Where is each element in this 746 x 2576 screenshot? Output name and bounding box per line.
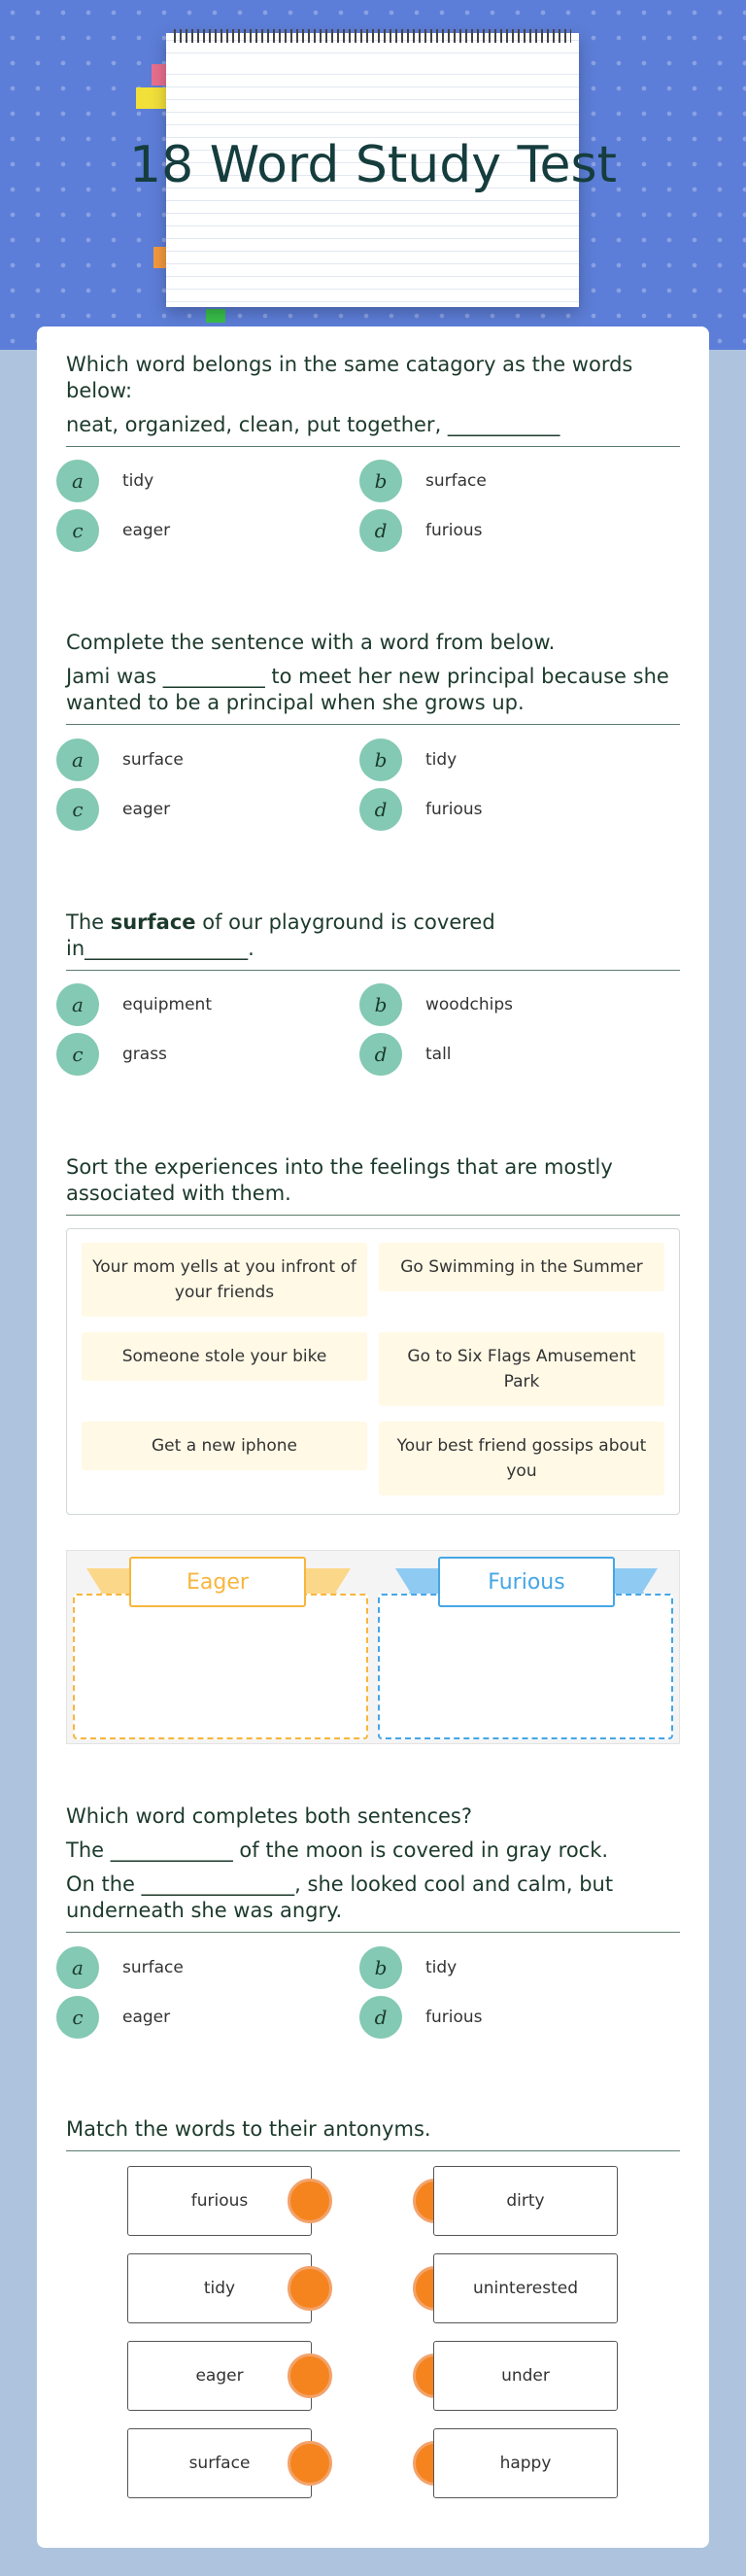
option-text: equipment	[122, 995, 212, 1014]
sort-items-box	[66, 1228, 680, 1515]
question-5-prompt: Which word completes both sentences?	[66, 1804, 473, 1828]
question-3-prompt	[66, 910, 532, 962]
sort-item[interactable]: Someone stole your bike	[82, 1332, 367, 1381]
question-5-line-2: On the _______________, she looked cool and calm, but underneath she was angry.	[66, 1872, 614, 1922]
option-b[interactable]	[359, 738, 457, 782]
match-left-connector[interactable]	[288, 2179, 332, 2223]
match-right-card[interactable]: under	[433, 2341, 618, 2411]
option-letter: a	[56, 983, 99, 1026]
option-a[interactable]	[56, 1945, 184, 1990]
match-left-connector[interactable]	[288, 2266, 332, 2311]
option-letter: b	[359, 1946, 402, 1989]
sort-item[interactable]: Your best friend gossips about you	[379, 1422, 664, 1495]
question-4-prompt: Sort the experiences into the feelings that are mostly associated with them.	[66, 1155, 613, 1205]
question-2-prompt: Complete the sentence with a word from below.	[66, 631, 556, 654]
question-1-prompt: Which word belongs in the same catagory as the words below:	[66, 353, 633, 402]
option-letter: b	[359, 983, 402, 1026]
option-text: furious	[425, 2008, 483, 2027]
option-a[interactable]	[56, 738, 184, 782]
sort-item[interactable]: Go to Six Flags Amusement Park	[379, 1332, 664, 1406]
sort-item[interactable]: Get a new iphone	[82, 1422, 367, 1470]
option-letter: d	[359, 509, 402, 552]
option-a[interactable]	[56, 459, 153, 503]
option-c[interactable]	[56, 508, 170, 553]
question-5-line-1: The ____________ of the moon is covered in gray rock.	[66, 1838, 609, 1862]
match-left-connector[interactable]	[288, 2353, 332, 2398]
sort-item[interactable]: Your mom yells at you infront of your friends	[82, 1243, 367, 1317]
option-b[interactable]	[359, 982, 513, 1027]
question-4	[66, 1154, 680, 1216]
option-c[interactable]	[56, 787, 170, 832]
option-letter: d	[359, 1033, 402, 1076]
option-letter: b	[359, 460, 402, 502]
option-text: eager	[122, 800, 171, 819]
notebook-spiral	[174, 29, 571, 43]
match-right-card[interactable]: uninterested	[433, 2253, 618, 2323]
keyword: surface	[110, 910, 196, 934]
option-letter: d	[359, 1996, 402, 2039]
option-letter: a	[56, 460, 99, 502]
option-letter: c	[56, 509, 99, 552]
option-d[interactable]	[359, 508, 483, 553]
ribbon-green	[206, 309, 225, 323]
prompt-prefix: The	[66, 910, 111, 934]
divider	[66, 724, 680, 725]
option-letter: d	[359, 788, 402, 831]
option-text: tidy	[425, 1958, 458, 1977]
option-a[interactable]	[56, 982, 212, 1027]
match-right-card[interactable]: happy	[433, 2428, 618, 2498]
option-text: grass	[122, 1045, 167, 1064]
question-3	[66, 910, 532, 970]
question-6-prompt: Match the words to their antonyms.	[66, 2117, 431, 2141]
divider	[66, 970, 680, 971]
divider	[66, 2150, 680, 2151]
sort-bins	[66, 1550, 680, 1744]
match-left-card[interactable]: surface	[127, 2428, 312, 2498]
divider	[66, 1215, 680, 1216]
option-d[interactable]	[359, 1032, 452, 1077]
worksheet-card	[37, 326, 709, 2548]
option-c[interactable]	[56, 1995, 170, 2040]
question-5	[66, 1803, 680, 1933]
option-text: eager	[122, 2008, 171, 2027]
prompt-suffix: of our playground is covered in________________.	[66, 910, 495, 960]
option-letter: c	[56, 1996, 99, 2039]
option-b[interactable]	[359, 1945, 457, 1990]
option-letter: c	[56, 788, 99, 831]
option-text: tall	[425, 1045, 452, 1064]
question-3-rule	[66, 966, 680, 971]
question-1	[66, 352, 680, 447]
page-title: 18 Word Study Test	[129, 136, 617, 194]
option-b[interactable]	[359, 459, 487, 503]
option-text: woodchips	[425, 995, 513, 1014]
option-text: surface	[425, 471, 487, 491]
header-banner	[0, 0, 746, 350]
option-letter: a	[56, 1946, 99, 1989]
divider	[66, 1932, 680, 1933]
furious-drop-zone[interactable]	[378, 1594, 673, 1739]
match-left-card[interactable]: eager	[127, 2341, 312, 2411]
option-d[interactable]	[359, 787, 483, 832]
option-text: tidy	[122, 471, 154, 491]
divider	[66, 446, 680, 447]
question-1-line: neat, organized, clean, put together, ___________	[66, 413, 560, 436]
ribbon-yellow	[136, 87, 169, 109]
option-letter: c	[56, 1033, 99, 1076]
option-letter: b	[359, 738, 402, 781]
match-left-connector[interactable]	[288, 2441, 332, 2486]
question-2	[66, 630, 680, 725]
option-d[interactable]	[359, 1995, 483, 2040]
option-text: tidy	[425, 750, 458, 770]
option-text: furious	[425, 800, 483, 819]
furious-label: Furious	[438, 1557, 615, 1607]
question-6	[66, 2116, 680, 2151]
match-left-card[interactable]: tidy	[127, 2253, 312, 2323]
option-text: surface	[122, 1958, 184, 1977]
sort-item[interactable]: Go Swimming in the Summer	[379, 1243, 664, 1291]
match-left-card[interactable]: furious	[127, 2166, 312, 2236]
option-c[interactable]	[56, 1032, 167, 1077]
eager-drop-zone[interactable]	[73, 1594, 368, 1739]
question-2-line: Jami was __________ to meet her new principal because she wanted to be a principal when she grows up.	[66, 665, 669, 714]
option-text: eager	[122, 521, 171, 540]
eager-label: Eager	[129, 1557, 306, 1607]
option-text: surface	[122, 750, 184, 770]
match-right-card[interactable]: dirty	[433, 2166, 618, 2236]
option-text: furious	[425, 521, 483, 540]
option-letter: a	[56, 738, 99, 781]
